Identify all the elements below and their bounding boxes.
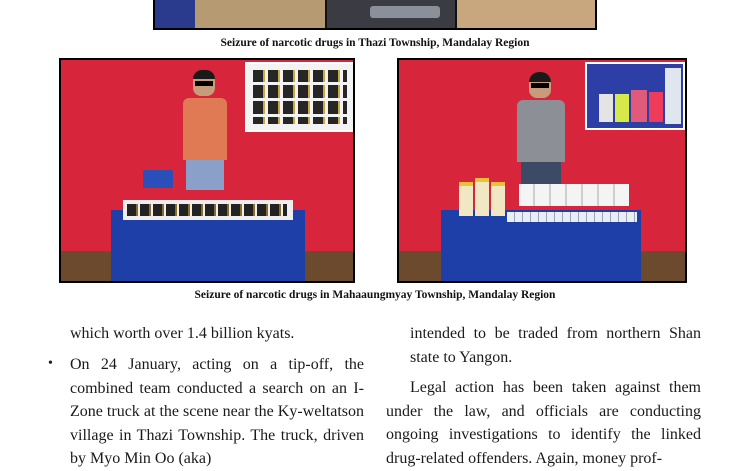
pills-inset-right xyxy=(585,62,685,130)
blue-bag xyxy=(143,170,173,188)
left-column-line1: which worth over 1.4 billion kyats. xyxy=(70,325,295,342)
suspect-figure-left xyxy=(183,70,227,190)
right-column-para1: intended to be traded from northern Shan state to Yangon. xyxy=(410,325,701,366)
evidence-table-left xyxy=(111,210,305,282)
suspect-figure-right xyxy=(517,72,565,188)
seized-cards-right xyxy=(507,212,637,222)
top-seizure-photo xyxy=(153,0,597,30)
middle-photos-caption: Seizure of narcotic drugs in Mahaaungmyay Township, Mandalay Region xyxy=(194,289,556,301)
top-photo-caption: Seizure of narcotic drugs in Thazi Township, Mandalay Region xyxy=(220,37,530,49)
seized-packets-right xyxy=(519,184,629,206)
bullet-marker: • xyxy=(48,356,53,371)
right-column-para2: Legal action has been taken against them under the law, and officials are conducting ongoing investigations to identify the linked drug-related offenders. Again, money prof- xyxy=(386,379,701,467)
left-seizure-photo xyxy=(59,58,355,283)
seized-packages-left xyxy=(123,200,293,220)
packages-inset-left xyxy=(245,62,355,132)
left-column-paragraph: On 24 January, acting on a tip-off, the combined team conducted a search on an I-Zone truck at the scene near the Ky-weltatson village in Thazi Township. The truck, driven by Myo Min Oo (aka) xyxy=(70,356,364,467)
right-seizure-photo xyxy=(397,58,687,283)
seized-jars xyxy=(459,178,509,214)
